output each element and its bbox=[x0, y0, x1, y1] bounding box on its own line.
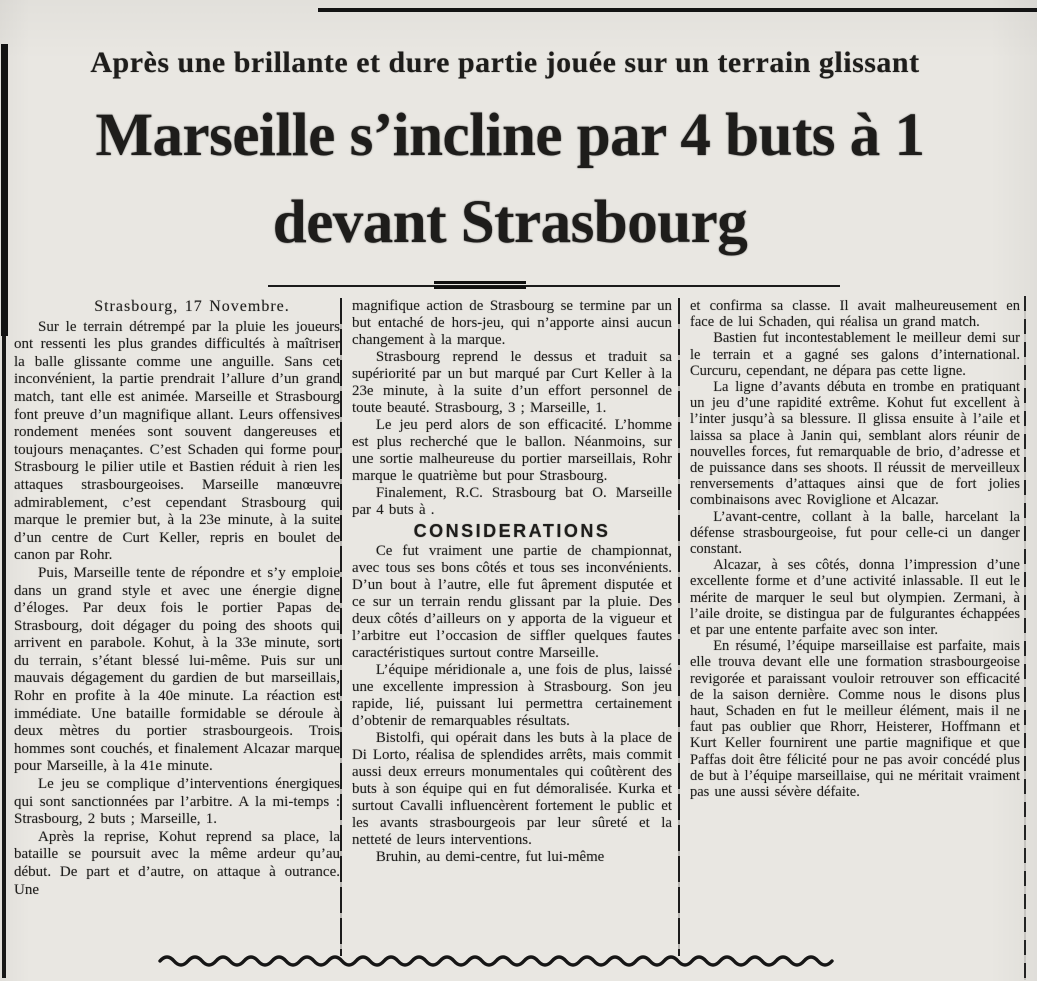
article-paragraph: Bruhin, au demi-centre, fut lui-même bbox=[375, 849, 605, 865]
article-paragraph: Ce fut vraiment une partie de championnat, avec tous ses bons côtés et tous ses inconvénients. D’un bout à l’autre, elle fut âprement disputée et ce sur un terrain rendu glissant par la pluie. Des deux côtés d’ailleurs on y apporta de la vigueur et l’arbitre eut l’occasion de siffler quelques fautes caractéristiques surtout contre Marseille. bbox=[352, 543, 672, 661]
article-paragraph: Strasbourg reprend le dessus et traduit sa supériorité par un but marqué par Curt Keller à la 23e minute, à la suite d’un effort personnel de toute beauté. Strasbourg, 3 ; Marseille, 1. bbox=[352, 349, 672, 416]
article-paragraph: En résumé, l’équipe marseillaise est parfaite, mais elle trouva devant elle une formation strasbourgeoise revigorée et paraissant vouloir retrouver son efficacité de la saison dernière. Comme nous le disons plus haut, Schaden en fut le meilleur élément, mais il ne faut pas oublier que Rhorr, Heisterer, Hoffmann et Kurt Keller fournirent une partie magnifique et que Paffas doit être félicité pour ne pas avoir concédé plus de but à l’équipe marseillaise, qui ne méritait vraiment pas une aussi sévère défaite. bbox=[690, 638, 1020, 801]
main-headline bbox=[0, 92, 1020, 266]
article-paragraph: Puis, Marseille tente de répondre et s’y emploie dans un grand style et avec une énergie digne d’éloges. Par deux fois le portier Papas de Strasbourg, doit dégager du poing des shoots qui arrivent en parabole. Kohut, à la 33e minute, sort du terrain, s’étant blessé lui-même. Puis sur un mauvais dégagement du gardien de but marseillais, Rohr en profite à la 40e minute. La réaction est immédiate. Une bataille formidable se déroule à deux mètres du portier strasbourgeois. Trois hommes sont couchés, et finalement Alcazar marque pour Marseille, à la 41e minute. bbox=[14, 564, 340, 775]
article-paragraph: Le jeu se complique d’interventions énergiques qui sont sanctionnées par l’arbitre. A la mi-temps : Strasbourg, 2 buts ; Marseille, 1. bbox=[14, 776, 340, 828]
article-column-2 bbox=[352, 298, 672, 960]
article-paragraph: Bastien fut incontestablement le meilleur demi sur le terrain et a gagné ses galons d’international. Curcuru, cependant, ne dépara pas cette ligne. bbox=[690, 330, 1020, 379]
article-paragraph: L’équipe méridionale a, une fois de plus, laissé une excellente impression à Strasbourg. Son jeu rapide, lié, puissant lui permettra certainement d’obtenir de remarquables résultats. bbox=[352, 662, 672, 729]
article-paragraph: La ligne d’avants débuta en trombe en pratiquant un jeu d’une rapidité extrême. Kohut fut excellent à l’inter jusqu’à sa blessure. Il glissa ensuite à l’aile et laissa sa place à Janin qui, semblant alors réunir de nouvelles forces, fut remarquable de brio, d’adresse et de puissance dans ses shoots. Il réussit de merveilleux renversements d’attaques ainsi que de fort jolies combinaisons avec Roviglione et Alcazar. bbox=[690, 379, 1020, 509]
right-margin-rule bbox=[1024, 296, 1026, 980]
kicker-headline: Après une brillante et dure partie jouée sur un terrain glissant bbox=[90, 46, 920, 79]
article-paragraph: Alcazar, à ses côtés, donna l’impression d’une excellente forme et d’une activité inlassable. Il eut le mérite de marquer le seul but olympien. Zermani, à l’aile droite, se distingua par de fulgurantes échappées et par une entente parfaite avec son inter. bbox=[690, 557, 1020, 639]
considerations-heading: CONSIDERATIONS bbox=[413, 521, 611, 541]
article-paragraph: magnifique action de Strasbourg se termine par un but entaché de hors-jeu, qui n’apporte ainsi aucun changement à la marque. bbox=[352, 298, 672, 348]
article-paragraph: et confirma sa classe. Il avait malheureusement en face de lui Schaden, qui réalisa un grand match. bbox=[690, 298, 1020, 331]
wavy-rule bbox=[158, 951, 838, 971]
column-rule-1 bbox=[340, 298, 342, 956]
headline-line-1: Marseille s’incline par 4 buts à 1 bbox=[95, 102, 925, 169]
article-paragraph: Bistolfi, qui opérait dans les buts à la place de Di Lorto, réalisa de splendides arrêts, mais commit aussi deux erreurs monumentales qui coûtèrent des buts à son équipe qui en fut démoralisée. Kurka et surtout Cavalli influencèrent fortement le public et les avants strasbourgeois par leur sûreté et la netteté de leurs interventions. bbox=[352, 730, 672, 848]
top-rule bbox=[318, 8, 1037, 12]
wavy-rule-path bbox=[160, 957, 832, 965]
article-paragraph: Finalement, R.C. Strasbourg bat O. Marseille par 4 buts à . bbox=[352, 485, 672, 518]
headline-line-2: devant Strasbourg bbox=[272, 189, 748, 256]
article-paragraph: L’avant-centre, collant à la balle, harcelant la défense strasbourgeoise, fut pour celle-ci un danger constant. bbox=[690, 508, 1020, 558]
article-column-1 bbox=[14, 298, 340, 960]
article-paragraph: Le jeu perd alors de son efficacité. L’homme est plus recherché que le ballon. Néanmoins, sur une sortie malheureuse du portier marseillais, Rohr marque le quatrième but pour Strasbourg. bbox=[352, 417, 672, 484]
headline-divider-rule bbox=[268, 285, 840, 287]
article-paragraph: Sur le terrain détrempé par la pluie les joueurs ont ressenti les plus grandes difficultés à maîtriser la balle glissante comme une anguille. Sans cet inconvénient, la partie prendrait l’allure d’un grand match, tant elle est animée. Marseille et Strasbourg font preuve d’un magnifique allant. Leurs offensives rondement menées sont souvent dangereuses et toujours menaçantes. C’est Schaden qui forme pour Strasbourg le pilier utile et Bastien réduit à rien les attaques strasbourgeoises. Marseille manœuvre admirablement, c’est cependant Strasbourg qui marque le premier but, à la 23e minute, à la suite d’un centre de Curt Keller, repris en boulet de canon par Rohr. bbox=[14, 318, 340, 564]
dateline: Strasbourg, 17 Novembre. bbox=[94, 298, 290, 315]
article-column-3 bbox=[690, 298, 1020, 960]
column-rule-2 bbox=[678, 298, 680, 956]
article-paragraph: Après la reprise, Kohut reprend sa place, la bataille se poursuit avec la même ardeur qu’au début. De part et d’autre, on attaque à outrance. Une bbox=[14, 828, 340, 898]
headline-divider-bold-segment bbox=[434, 281, 526, 290]
